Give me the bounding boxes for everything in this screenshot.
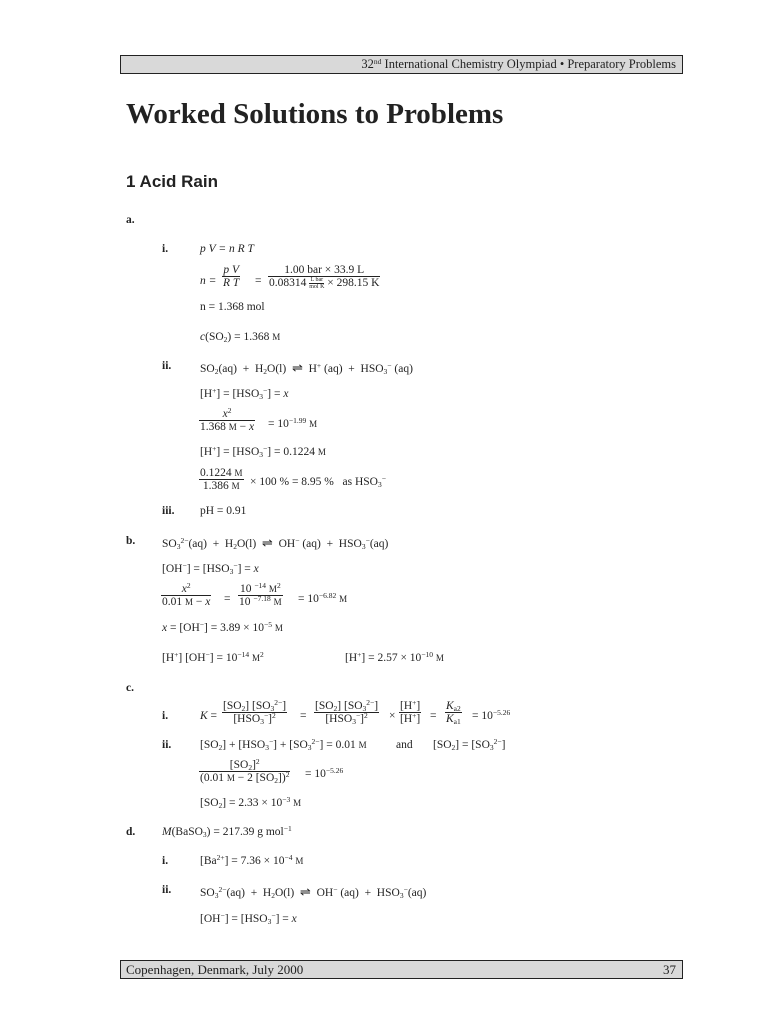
- concentration-so2: $c(SO_2) = 1.368$ M: [200, 331, 281, 344]
- ideal-gas-law: p V = n R T: [200, 243, 254, 255]
- label-a: a.: [126, 214, 135, 226]
- c-fraction-5: [199, 759, 290, 784]
- c-mass-balance: $[SO_2] + [HSO_3^-] + [SO_3^{2-}] = 0.01$ M: [200, 737, 367, 752]
- label-a-ii: ii.: [162, 360, 172, 372]
- label-c: c.: [126, 682, 134, 694]
- label-d-i: i.: [162, 855, 169, 867]
- rt: R T: [223, 277, 240, 289]
- unit-fraction: [309, 277, 324, 290]
- unit-den: mol K: [309, 284, 325, 290]
- b-fraction-1: [161, 583, 211, 608]
- frac-num-x2: $x^2$: [222, 406, 232, 420]
- header-text-pre: 32: [361, 57, 374, 71]
- reaction-b: $SO_3^{2-}(aq) + H_2O(l)$ ⇌ OH− $(aq) + HSO_3^-(aq)$: [162, 535, 389, 551]
- pv-over-rt: [222, 264, 240, 289]
- section-heading: 1 Acid Rain: [126, 172, 218, 191]
- c-fraction-2: [314, 700, 379, 725]
- c-equals: =: [300, 710, 307, 722]
- label-b: b.: [126, 535, 136, 547]
- d-ba: $[Ba^{2+}] = 7.36 \times 10^{-4}$ M: [200, 853, 304, 867]
- label-a-iii: iii.: [162, 505, 175, 517]
- equals-1: =: [255, 275, 262, 287]
- den-a: 0.08314: [269, 277, 310, 290]
- footer-location: Copenhagen, Denmark, July 2000: [126, 962, 304, 977]
- running-footer: [120, 960, 683, 979]
- page-title: Worked Solutions to Problems: [126, 98, 504, 130]
- page-number: 37: [663, 962, 676, 977]
- c-rhs: = $10^{-5.26}$: [472, 708, 511, 722]
- c-f1-den: $[HSO_3^-]^2$: [222, 712, 287, 725]
- den-b: × 298.15 K: [324, 277, 380, 290]
- n-calc-num: 1.00 bar × 33.9 L: [284, 264, 365, 276]
- header-text-sup: nd: [373, 57, 382, 66]
- b-equals: =: [224, 593, 231, 605]
- c-equals-2: =: [430, 710, 437, 722]
- pct-num: 0.1224 M: [200, 467, 243, 479]
- eq-h-value: $[H^+] = [HSO_3^-] = 0.1224$ M: [200, 444, 326, 459]
- c-f5-num: $[SO_2]^2$: [229, 757, 260, 772]
- c-f2-den: $[HSO_3^-]^2$: [314, 712, 379, 725]
- c-f1-num: $[SO_2]$ $[SO_3^{2-}]$: [223, 698, 287, 713]
- c-f5-rhs: = $10^{-5.26}$: [305, 766, 344, 780]
- eq2-rhs: = $10^{-1.99}$ M: [268, 416, 318, 430]
- b-rhs: = $10^{-6.82}$ M: [298, 591, 348, 605]
- c-f5-den: (0.01 M − 2 $[SO_2])^2$: [200, 770, 290, 785]
- frac-den-a: 1.368 M − x: [200, 421, 255, 433]
- running-header: [120, 55, 683, 74]
- b-f2-num: 10 $^{-14}$ $M^2$: [239, 581, 281, 595]
- c-fraction-1: [222, 700, 287, 725]
- k-label: K =: [200, 710, 218, 722]
- ph-result: pH = 0.91: [200, 505, 247, 517]
- n-calc-den: [268, 276, 380, 290]
- b-f2-den: 10 $^{-7.18}$ M: [239, 594, 282, 608]
- c-fraction-4: [445, 700, 462, 725]
- eq-oh-x: $[OH^-] = [HSO_3^-] = x$: [162, 561, 259, 576]
- label-d-ii: ii.: [162, 884, 172, 896]
- d-molar-mass: M(BaSO$_3$) = 217.39 g mol$^{-1}$: [162, 824, 292, 839]
- d-reaction: $SO_3^{2-}(aq) + H_2O(l)$ ⇌ OH− $(aq) + HSO_3^-(aq)$: [200, 884, 427, 900]
- reaction-a-ii: $SO_2(aq) + H_2O(l)$ ⇌ H+ $(aq) + HSO_3^-$ (aq): [200, 360, 413, 376]
- c-times: ×: [389, 710, 396, 722]
- label-c-i: i.: [162, 710, 169, 722]
- c-f2-num: $[SO_2]$ $[SO_3^{2-}]$: [315, 698, 379, 713]
- b-f1-num: $x^2$: [181, 581, 191, 595]
- pv: p V: [223, 264, 239, 276]
- b-h-result: $[H^+] = 2.57 \times 10^{-10}$ M: [345, 650, 444, 664]
- b-kw: [H+] $[OH^-] = 10^{-14}$ $M^2$: [162, 650, 264, 664]
- n-result: n = 1.368 mol: [200, 301, 265, 313]
- c-and: and: [396, 739, 413, 751]
- c-fraction-3: [399, 700, 421, 725]
- b-f1-den: 0.01 M − x: [162, 596, 211, 608]
- label-a-i: i.: [162, 243, 169, 255]
- header-text-post: International Chemistry Olympiad • Preparatory Problems: [381, 57, 676, 71]
- eq-h-hso3-x: $[H^+] = [HSO_3^-] = x$: [200, 386, 289, 401]
- label-c-ii: ii.: [162, 739, 172, 751]
- percent-fraction: [199, 467, 244, 492]
- n-eq-text: n =: [200, 275, 217, 287]
- c-result: $[SO_2] = 2.33 \times 10^{-3}$ M: [200, 795, 302, 810]
- label-d: d.: [126, 826, 136, 838]
- c-equality: $[SO_2] = [SO_3^{2-}]$: [433, 737, 506, 752]
- equilibrium-fraction-a: [199, 408, 255, 433]
- c-f4-num: $K_{a2}$: [446, 700, 461, 713]
- pct-den: 1.386 M: [199, 479, 244, 492]
- percent-rhs: × 100 % = 8.95 % as $HSO_3^-$: [250, 474, 386, 489]
- n-equals: [200, 275, 216, 287]
- n-calc-fraction: [268, 264, 380, 290]
- b-x-result: $x = [OH^-] = 3.89 \times 10^{-5}$ M: [162, 620, 283, 634]
- c-f3-den: [H+]: [400, 711, 421, 725]
- d-eq1: $[OH^-] = [HSO_3^-] = x$: [200, 911, 297, 926]
- c-f3-num: [H+]: [400, 698, 421, 712]
- b-fraction-2: [238, 583, 283, 608]
- c-f4-den: $K_{a1}$: [446, 713, 461, 726]
- unit-num: L bar: [310, 277, 324, 283]
